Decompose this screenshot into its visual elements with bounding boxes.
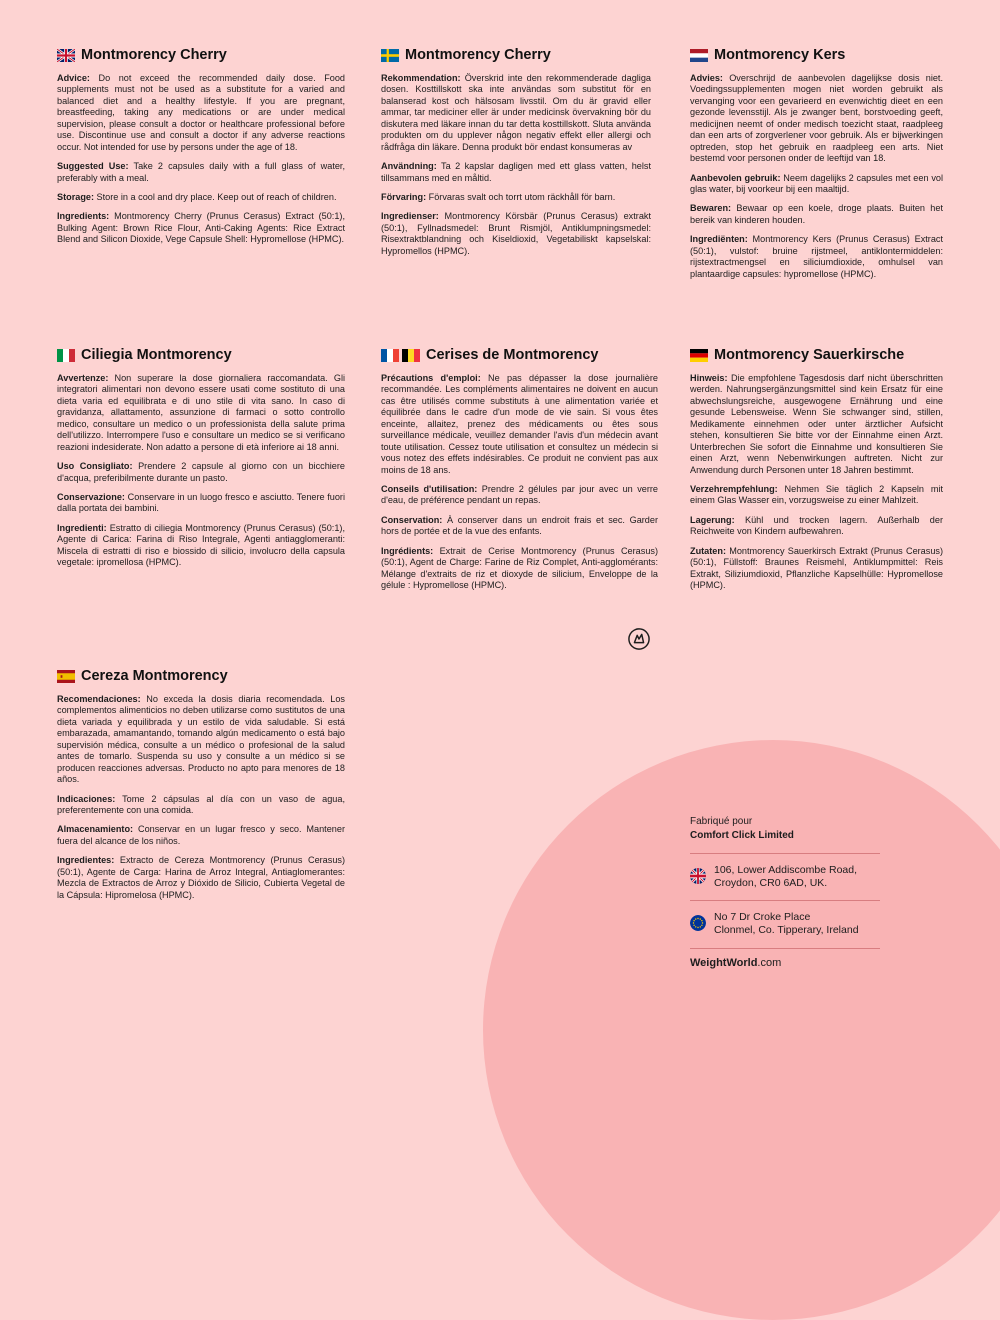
paragraph-text: Do not exceed the recommended daily dose. Food supplements must not be used as a substitute for a varied and balanced diet and a healthy lifestyle. If you are pregnant, breastfeeding, taking any medications or are under medical supervision, please consult a doctor or healthcare professional before use. Discontinue use and consult a doctor if any adverse reactions occur. Not intended for use by persons under the age of 18. — [57, 73, 345, 152]
info-paragraph — [381, 546, 658, 592]
section-italian — [57, 347, 345, 577]
paragraph-label: Användning: — [381, 161, 437, 172]
manufacturer-company: Comfort Click Limited — [690, 830, 794, 841]
paragraph-label: Conseils d'utilisation: — [381, 483, 478, 494]
section-title: Montmorency Cherry — [81, 47, 227, 63]
flag-group — [690, 49, 708, 62]
paragraph-label: Almacenamiento: — [57, 824, 134, 835]
paragraph-label: Advice: — [57, 73, 90, 83]
section-title: Cerises de Montmorency — [426, 347, 599, 363]
paragraph-text: Non superare la dose giornaliera raccomandata. Gli integratori alimentari non devono essere usati come sostituto di una dieta varia ed equilibrata e di uno stile di vita sano. In caso di gravidanza, allattamento, assunzione di farmaci o sotto controllo medico, consultare un medico o un professionista della salute prima dell'utilizzo. Interrompere l'uso e consultare un medico se si verificano reazioni indesiderate. Non adatto a persone di età inferiore ai 18 anni. — [57, 373, 345, 452]
info-paragraph — [57, 161, 345, 184]
info-paragraph — [690, 173, 943, 196]
info-paragraph — [57, 523, 345, 569]
sweden-flag-icon — [381, 49, 399, 62]
website — [690, 957, 880, 969]
paragraph-label: Conservazione: — [57, 491, 125, 502]
info-paragraph — [57, 192, 345, 203]
paragraph-text: Store in a cool and dry place. Keep out of reach of children. — [94, 191, 337, 202]
flag-group — [57, 349, 75, 362]
paragraph-label: Advies: — [690, 73, 723, 83]
paragraph-text: Prendre 2 gélules par jour avec un verre d'eau, de préférence pendant un repas. — [381, 483, 658, 506]
info-paragraph — [57, 211, 345, 245]
info-paragraph — [381, 192, 651, 203]
paragraph-label: Hinweis: — [690, 373, 728, 383]
flag-group — [381, 49, 399, 62]
paragraph-label: Précautions d'emploi: — [381, 373, 481, 383]
uk-flag-icon — [57, 49, 75, 62]
section-swedish — [381, 47, 651, 265]
info-paragraph — [57, 794, 345, 817]
section-title: Ciliegia Montmorency — [81, 347, 232, 363]
paragraph-label: Ingredientes: — [57, 855, 115, 866]
section-heading — [381, 47, 651, 63]
section-heading — [57, 47, 345, 63]
section-german — [690, 347, 943, 599]
section-english — [57, 47, 345, 254]
section-heading — [690, 47, 943, 63]
paragraph-text: Bewaar op een koele, droge plaats. Buiten het bereik van kinderen houden. — [690, 203, 943, 225]
paragraph-text: Neem dagelijks 2 capsules met een vol glas water, bij voorkeur bij een maaltijd. — [690, 172, 943, 194]
info-paragraph — [690, 546, 943, 592]
paragraph-text: Overschrijd de aanbevolen dagelijkse dosis niet. Voedingssupplementen mogen niet worden gebruikt als vervanging voor een gevarieerd en evenwichtig dieet en een gezonde levensstijl. Als je zwanger bent, borstvoeding geeft, medicijnen neemt of onder medisch toezicht staat, raadpleeg dan een arts of zorgverlener voor gebruik. Als er bijwerkingen optreden, stop het gebruik en raadpleeg een arts. Niet bestemd voor personen onder de leeftijd van 18. — [690, 73, 943, 164]
paragraph-text: Prendere 2 capsule al giorno con un bicchiere d'acqua, preferibilmente durante un pasto. — [57, 461, 345, 483]
info-paragraph — [57, 694, 345, 786]
paragraph-text: Extracto de Cereza Montmorency (Prunus Cerasus) (50:1), Agente de Carga: Harina de Arroz Integral, Antiaglomerantes: Mezcla de Extractos de Arroz y Dióxido de Silicio, Cubierta Vegetal de la Cápsula: Hipromelosa (HPMC). — [57, 855, 345, 900]
paragraph-label: Aanbevolen gebruik: — [690, 172, 781, 183]
paragraph-text: Montmorency Sauerkirsch Extrakt (Prunus Cerasus) (50:1), Füllstoff: Braunes Reismehl, Antiklumpmittel: Reis Extrakt, Siliziumdioxid, Pflanzliche Kapselhülle: Hypromellose (HPMC). — [690, 545, 943, 590]
paragraph-label: Suggested Use: — [57, 161, 129, 172]
paragraph-text: Ta 2 kapslar dagligen med ett glass vatten, helst tillsammans med en måltid. — [381, 161, 651, 183]
paragraph-text: Förvaras svalt och torrt utom räckhåll för barn. — [426, 191, 616, 202]
paragraph-label: Zutaten: — [690, 545, 726, 556]
paragraph-label: Verzehrempfehlung: — [690, 483, 778, 494]
address-line: 106, Lower Addiscombe Road, — [714, 864, 858, 876]
italy-flag-icon — [57, 349, 75, 362]
section-title: Cereza Montmorency — [81, 668, 228, 684]
address-row — [690, 901, 880, 948]
paragraph-text: Take 2 capsules daily with a full glass of water, preferably with a meal. — [57, 161, 345, 183]
website-name: WeightWorld — [690, 956, 758, 969]
germany-flag-icon — [690, 349, 708, 362]
paragraph-label: Ingredienti: — [57, 522, 107, 533]
paragraph-text: Montmorency Körsbär (Prunus Cerasus) extrakt (50:1), Fyllnadsmedel: Brunt Rismjöl, Antiklumpningsmedel: Risextraktblandning och Kiseldioxid, Vegetabiliskt kapselskal: Hypromellos (HPMC). — [381, 211, 651, 256]
eu-flag-icon — [690, 915, 706, 931]
info-paragraph — [57, 373, 345, 453]
address-line: Clonmel, Co. Tipperary, Ireland — [714, 924, 859, 937]
flag-group — [57, 49, 75, 62]
paragraph-text: Kühl und trocken lagern. Außerhalb der Reichweite von Kindern aufbewahren. — [690, 514, 943, 537]
paragraph-label: Ingredients: — [57, 211, 110, 222]
paragraph-label: Ingrediënten: — [690, 234, 748, 245]
section-heading — [57, 668, 345, 684]
info-paragraph — [690, 515, 943, 538]
info-paragraph — [381, 484, 658, 507]
triman-recycle-icon — [628, 628, 650, 650]
paragraph-label: Recomendaciones: — [57, 694, 141, 704]
info-paragraph — [690, 73, 943, 165]
paragraph-label: Bewaren: — [690, 203, 732, 214]
address-line: No 7 Dr Croke Place — [714, 911, 811, 924]
section-french — [381, 347, 658, 599]
belgium-flag-icon — [402, 349, 420, 362]
paragraph-label: Storage: — [57, 191, 95, 202]
paragraph-label: Rekommendation: — [381, 73, 461, 83]
address-line: Croydon, CR0 6AD, UK. — [714, 877, 828, 890]
paragraph-text: Die empfohlene Tagesdosis darf nicht überschritten werden. Nahrungsergänzungsmittel sind kein Ersatz für eine abwechslungsreiche, ausgewogene Ernährung und eine gesunde Lebensweise. Wenn Sie schwanger sind, stillen, Medikamente einnehmen oder unter ärztlicher Aufsicht stehen, konsultieren Sie bitte vor der Einnahme einen Arzt. Unterbrechen Sie sofort die Einnahme und konsultieren Sie einen Arzt, wenn Nebenwirkungen auftreten. Nicht zur Anwendung durch Personen unter 18 Jahren bestimmt. — [690, 373, 943, 475]
paragraph-text: Montmorency Kers (Prunus Cerasus) Extract (50:1), vulstof: bruine rijstmeel, antiklontermiddelen: rijstextractmengsel en siliciumdioxide, omhulsel van plantaardige capsules: hypromellose (HPMC). — [690, 234, 943, 279]
manufacturer-info — [690, 816, 880, 969]
section-title: Montmorency Sauerkirsche — [714, 347, 905, 363]
paragraph-label: Indicaciones: — [57, 793, 116, 804]
paragraph-text: Conservar en un lugar fresco y seco. Mantener fuera del alcance de los niños. — [57, 824, 345, 846]
section-heading — [381, 347, 658, 363]
flag-group — [57, 670, 75, 683]
manufacturer-intro: Fabriqué pour — [690, 816, 753, 827]
paragraph-label: Avvertenze: — [57, 373, 109, 383]
paragraph-text: Extrait de Cerise Montmorency (Prunus Cerasus) (50:1), Agent de Charge: Farine de Riz Complet, Anti-agglomérants: Mélange d'extraits de riz et dioxyde de silicium, Enveloppe de la gélule : Hypromellose (HPMC). — [381, 545, 658, 590]
address-text — [714, 864, 857, 890]
paragraph-text: Tome 2 cápsulas al día con un vaso de agua, preferentemente con una comida. — [57, 793, 345, 815]
paragraph-text: Conservare in un luogo fresco e asciutto. Tenere fuori dalla portata dei bambini. — [57, 491, 345, 514]
info-paragraph — [381, 73, 651, 153]
info-paragraph — [690, 234, 943, 280]
address-row — [690, 853, 880, 901]
section-title: Montmorency Cherry — [405, 47, 551, 63]
paragraph-label: Uso Consigliato: — [57, 461, 133, 472]
info-paragraph — [381, 515, 658, 538]
address-text — [714, 911, 859, 937]
paragraph-label: Förvaring: — [381, 191, 427, 202]
spain-flag-icon — [57, 670, 75, 683]
section-title: Montmorency Kers — [714, 47, 846, 63]
info-paragraph — [381, 161, 651, 184]
section-spanish — [57, 668, 345, 909]
paragraph-text: Estratto di ciliegia Montmorency (Prunus Cerasus) (50:1), Agente di Carica: Farina di Riso Integrale, Agenti antiagglomeranti: Miscela di estratti di riso e biossido di silicio, involucro della capsula vegetale: ipromellosa (HPMC). — [57, 522, 345, 568]
paragraph-text: À conserver dans un endroit frais et sec. Garder hors de portée et de la vue des enfants. — [381, 514, 658, 537]
info-paragraph — [57, 824, 345, 847]
section-heading — [57, 347, 345, 363]
flag-group — [381, 349, 420, 362]
info-paragraph — [57, 855, 345, 901]
website-tld: .com — [757, 956, 782, 969]
info-paragraph — [690, 373, 943, 476]
paragraph-text: Montmorency Cherry (Prunus Cerasus) Extract (50:1), Bulking Agent: Brown Rice Flour, Anti-Caking Agents: Rice Extract Blend and Silicon Dioxide, Vege Capsule Shell: Hypromellose (HPMC). — [57, 211, 345, 245]
paragraph-label: Lagerung: — [690, 514, 735, 525]
info-paragraph — [381, 211, 651, 257]
uk-flag-icon — [690, 868, 706, 884]
info-paragraph — [57, 73, 345, 153]
paragraph-text: Ne pas dépasser la dose journalière recommandée. Les compléments alimentaires ne doivent en aucun cas être utilisés comme substituts à une alimentation variée et équilibrée dans le cadre d'un mode de vie sain. Si vous êtes enceinte, allaitez, prenez des médicaments ou êtes sous surveillance médicale, veuillez demander l'avis d'un médecin avant toute utilisation. Cessez toute utilisation et consultez un médecin si vous notez des effets indésirables. Ce produit ne convient pas aux moins de 18 ans. — [381, 373, 658, 475]
paragraph-text: Överskrid inte den rekommenderade dagliga dosen. Kosttillskott ska inte användas som substitut för en balanserad kost och hälsosam livsstil. Om du är gravid eller ammar, tar mediciner eller är under medicinsk övervakning bör du diskutera med läkare innan du tar detta kosttillskott. Sluta använda produkten om du upplever någon negativ effekt eller allergi och rådfråga din läkare. Denna produkt bör endast konsumeras av — [381, 73, 651, 152]
paragraph-label: Ingrédients: — [381, 545, 434, 556]
section-heading — [690, 347, 943, 363]
paragraph-text: No exceda la dosis diaria recomendada. Los complementos alimenticios no deben utilizarse como sustitutos de una dieta variada y equilibrada y un estilo de vida saludable. Si está embarazada, amamantando, tomando algún medicamento o está bajo supervisión médica, consulte a un médico o profesional de la salud antes de tomarlo. Suspenda su uso y consulte a un médico si se producen reacciones adversas. Producto no apto para menores de 18 años. — [57, 694, 345, 785]
section-dutch — [690, 47, 943, 288]
paragraph-label: Conservation: — [381, 514, 443, 525]
info-paragraph — [381, 373, 658, 476]
info-paragraph — [57, 461, 345, 484]
france-flag-icon — [381, 349, 399, 362]
info-paragraph — [690, 203, 943, 226]
netherlands-flag-icon — [690, 49, 708, 62]
paragraph-text: Nehmen Sie täglich 2 Kapseln mit einem Glas Wasser ein, vorzugsweise zu einer Mahlzeit. — [690, 483, 943, 506]
info-paragraph — [690, 484, 943, 507]
info-paragraph — [57, 492, 345, 515]
paragraph-label: Ingredienser: — [381, 211, 439, 222]
flag-group — [690, 349, 708, 362]
